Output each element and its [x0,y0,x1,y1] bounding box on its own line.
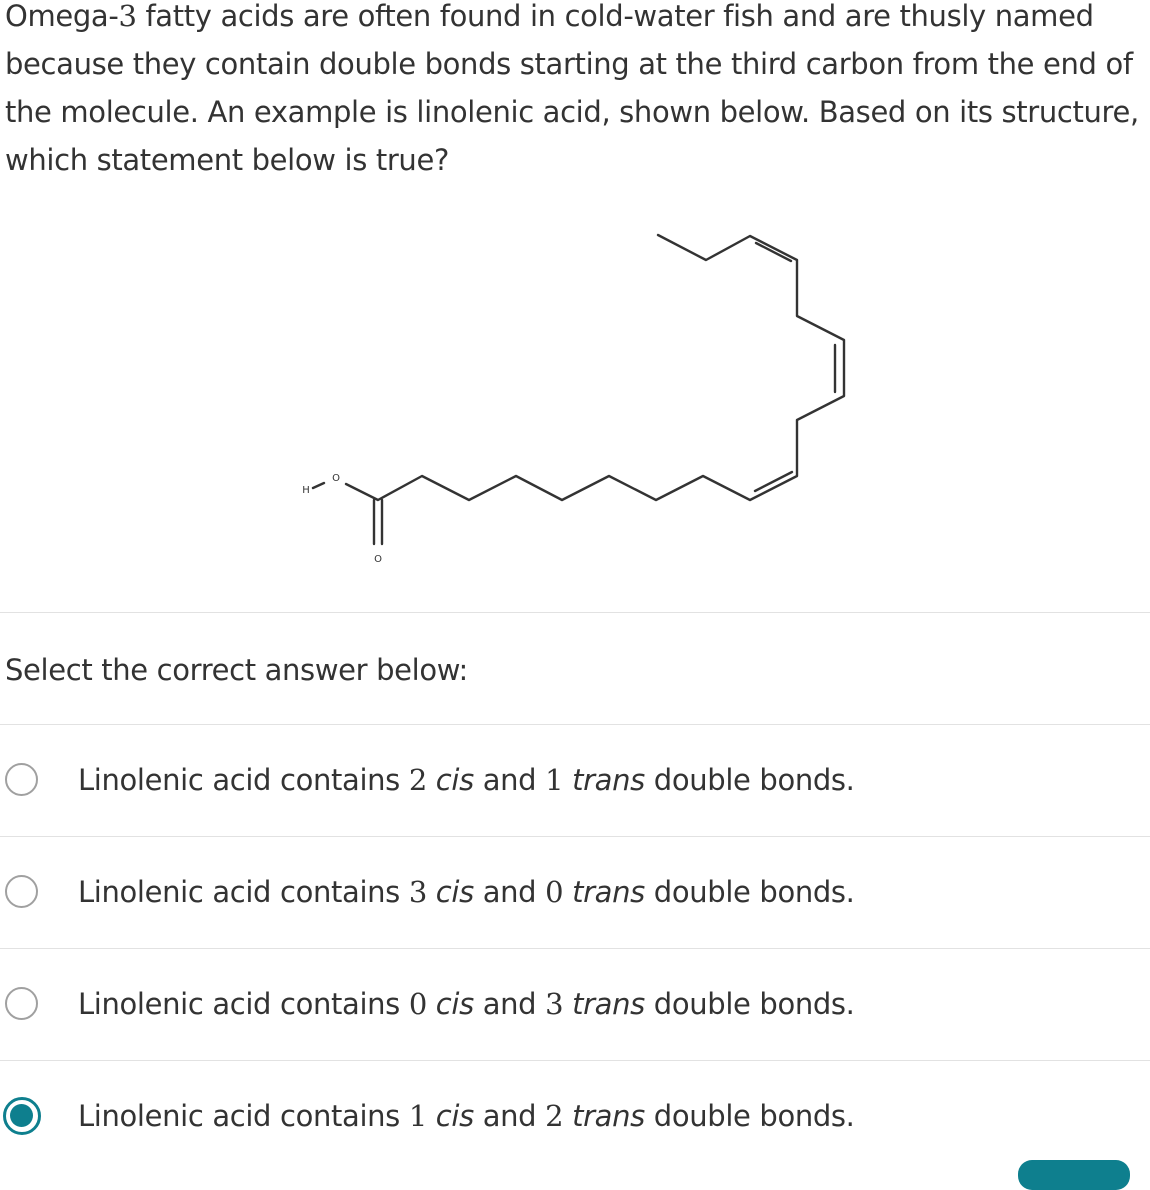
option-4-prefix: Linolenic acid contains [78,1099,409,1133]
option-2-cis-count: 3 [408,875,427,909]
option-1-prefix: Linolenic acid contains [78,763,409,797]
option-2-cis-label: cis [435,875,474,909]
answer-prompt: Select the correct answer below: [5,653,468,687]
carbonyl-oxygen-label: O [374,554,382,565]
option-3-and: and [473,987,546,1021]
question-part-2: fatty acids are often found in cold-water fish and are thusly named because they contain double bonds starting at the third carbon from the end of the molecule. An example is linolenic acid, shown below. Based on its structure, which statement below is true? [5,0,1139,177]
option-4-suffix: double bonds. [644,1099,855,1133]
option-1-trans-count: 1 [545,763,564,797]
option-3-cis-count: 0 [408,987,427,1021]
radio-button-option-1[interactable] [5,763,38,796]
question-part-1: Omega- [5,0,119,33]
question-text [5,0,1145,184]
answer-option-1-text [78,758,855,802]
option-1-cis-label: cis [435,763,474,797]
option-2-and: and [473,875,546,909]
option-2-trans-label: trans [572,875,645,909]
option-1-suffix: double bonds. [644,763,855,797]
option-2-prefix: Linolenic acid contains [78,875,409,909]
double-bond-line-1 [756,243,791,261]
answer-option-2-text [78,870,855,914]
option-1-trans-label: trans [572,763,645,797]
answer-option-3[interactable] [0,949,1150,1059]
option-2-suffix: double bonds. [644,875,855,909]
option-4-cis-count: 1 [408,1099,427,1133]
option-3-trans-label: trans [572,987,645,1021]
option-2-trans-count: 0 [545,875,564,909]
option-3-cis-label: cis [435,987,474,1021]
carbon-chain [346,235,844,500]
answer-option-1[interactable] [0,725,1150,835]
option-1-cis-count: 2 [408,763,427,797]
option-1-and: and [473,763,546,797]
question-number: 3 [118,0,137,33]
option-4-and: and [473,1099,546,1133]
option-4-cis-label: cis [435,1099,474,1133]
option-3-suffix: double bonds. [644,987,855,1021]
option-4-trans-label: trans [572,1099,645,1133]
answer-option-4[interactable] [0,1061,1150,1171]
radio-button-option-3[interactable] [5,987,38,1020]
linolenic-acid-structure [0,200,1150,600]
option-3-prefix: Linolenic acid contains [78,987,409,1021]
hydroxyl-oxygen-label: O [332,473,340,484]
submit-button-partial[interactable] [1018,1160,1130,1190]
answer-option-4-text [78,1094,855,1138]
oh-bond [313,483,324,488]
hydroxyl-hydrogen-label: H [302,485,310,496]
divider-top [0,612,1150,613]
option-4-trans-count: 2 [545,1099,564,1133]
radio-button-option-4-selected[interactable] [3,1097,41,1135]
answer-option-3-text [78,982,855,1026]
option-3-trans-count: 3 [545,987,564,1021]
radio-button-option-2[interactable] [5,875,38,908]
answer-option-2[interactable] [0,837,1150,947]
